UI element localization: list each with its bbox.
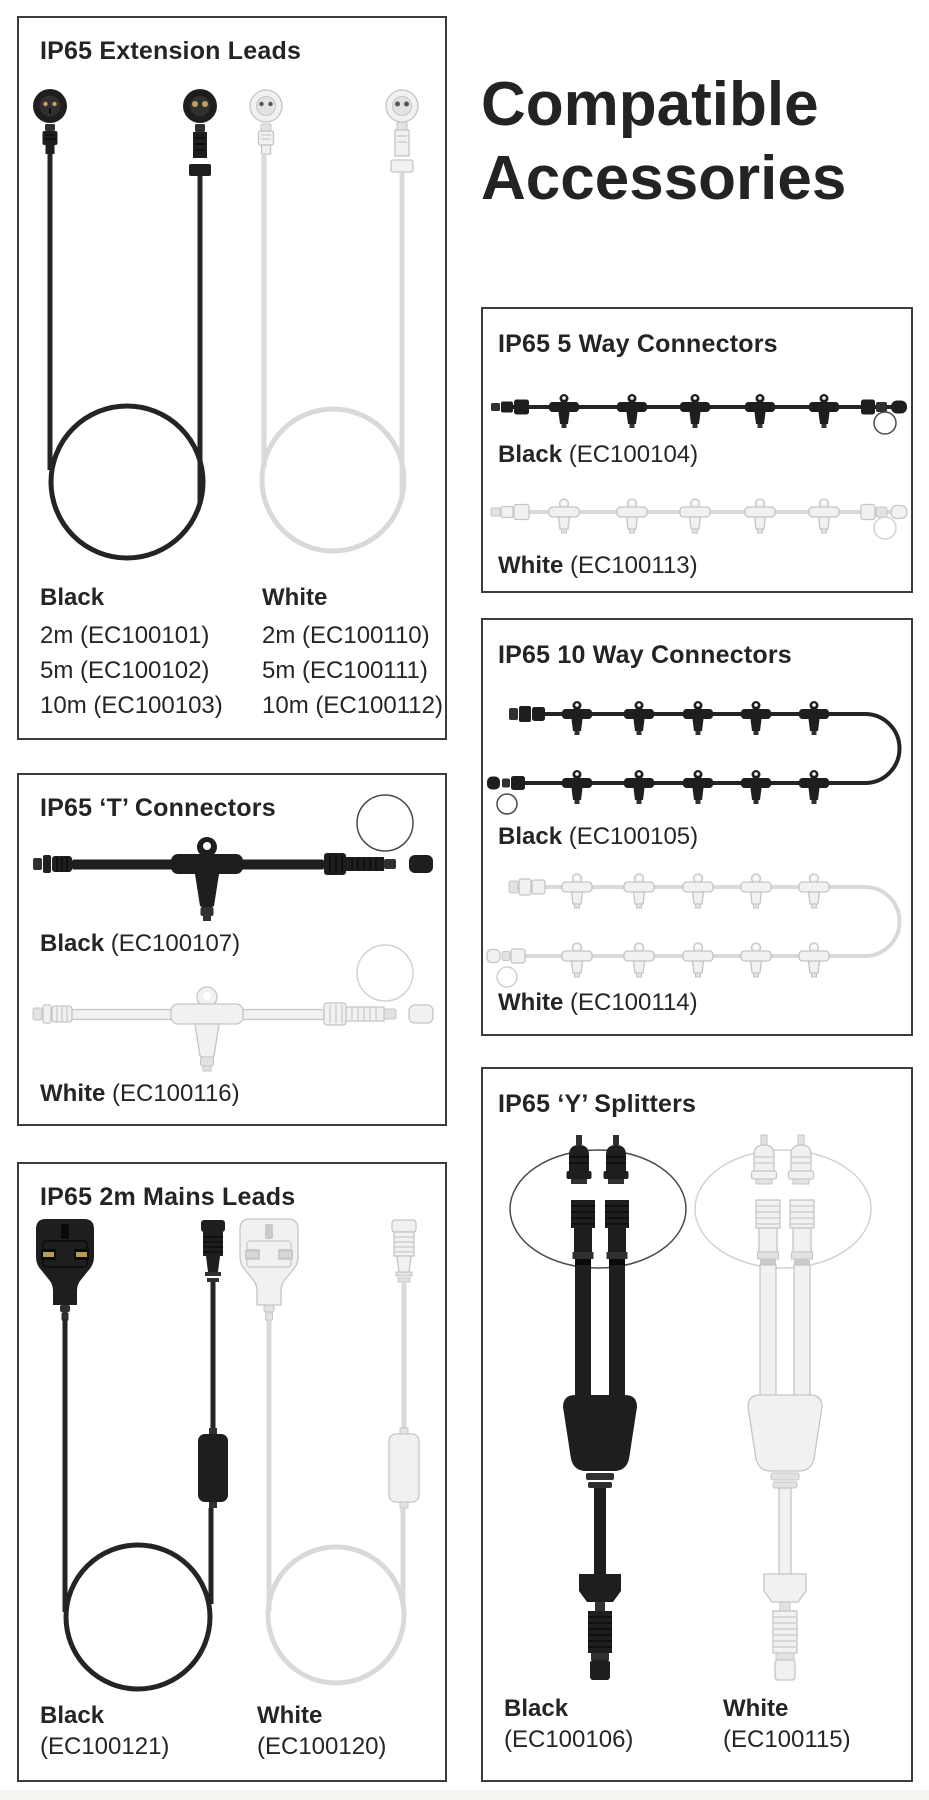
product-code: 10m (EC100103) <box>40 692 223 719</box>
mains-leads-black-label <box>40 1700 169 1762</box>
section-title: IP65 Extension Leads <box>40 37 302 65</box>
y-splitters-illustration <box>483 1069 911 1780</box>
color-label: Black <box>498 441 563 468</box>
product-code: (EC100104) <box>568 441 699 468</box>
5-way-black-label <box>498 440 698 470</box>
color-label: Black <box>504 1695 569 1722</box>
mains-leads-illustration <box>19 1164 445 1780</box>
section-title: IP65 10 Way Connectors <box>498 641 792 669</box>
product-code: (EC100120) <box>257 1733 387 1760</box>
section-5-way-connectors <box>481 307 913 593</box>
section-title: IP65 ‘T’ Connectors <box>40 794 276 822</box>
extension-leads-white-list <box>262 580 443 723</box>
product-code: (EC100113) <box>570 552 698 579</box>
section-title: IP65 ‘Y’ Splitters <box>498 1090 697 1118</box>
color-label: Black <box>40 930 105 957</box>
page-edge <box>0 1790 929 1800</box>
color-label: White <box>498 552 564 579</box>
section-extension-leads <box>17 16 447 740</box>
product-code: (EC100106) <box>504 1726 634 1753</box>
product-code: (EC100115) <box>723 1726 851 1753</box>
product-code: (EC100105) <box>568 823 699 850</box>
extension-leads-black-list <box>40 580 223 723</box>
section-10-way-connectors <box>481 618 913 1036</box>
section-t-connectors <box>17 773 447 1126</box>
product-code: 2m (EC100110) <box>262 622 430 649</box>
t-connectors-black-label <box>40 929 240 959</box>
5-way-white-label <box>498 551 698 581</box>
mains-leads-white-label <box>257 1700 386 1762</box>
page-title <box>481 68 846 216</box>
product-code: 2m (EC100101) <box>40 622 210 649</box>
10-way-white-label <box>498 988 698 1018</box>
section-mains-leads <box>17 1162 447 1782</box>
color-label: White <box>262 584 328 611</box>
product-code: (EC100114) <box>570 989 698 1016</box>
product-code: 5m (EC100111) <box>262 657 428 684</box>
product-code: (EC100116) <box>112 1080 240 1107</box>
color-label: Black <box>40 1702 105 1729</box>
section-title: IP65 2m Mains Leads <box>40 1183 296 1211</box>
section-y-splitters <box>481 1067 913 1782</box>
product-code: 5m (EC100102) <box>40 657 210 684</box>
color-label: White <box>40 1080 106 1107</box>
product-code: (EC100121) <box>40 1733 170 1760</box>
color-label: Black <box>40 584 105 611</box>
page-title-line1: Compatible <box>481 70 819 139</box>
product-code: 10m (EC100112) <box>262 692 443 719</box>
color-label: White <box>498 989 564 1016</box>
color-label: White <box>257 1702 323 1729</box>
10-way-black-label <box>498 822 698 852</box>
y-splitters-black-label <box>504 1693 633 1755</box>
y-splitters-white-label <box>723 1693 851 1755</box>
color-label: Black <box>498 823 563 850</box>
section-title: IP65 5 Way Connectors <box>498 330 778 358</box>
t-connectors-white-label <box>40 1079 240 1109</box>
page-title-line2: Accessories <box>481 144 847 213</box>
color-label: White <box>723 1695 789 1722</box>
product-code: (EC100107) <box>110 930 241 957</box>
